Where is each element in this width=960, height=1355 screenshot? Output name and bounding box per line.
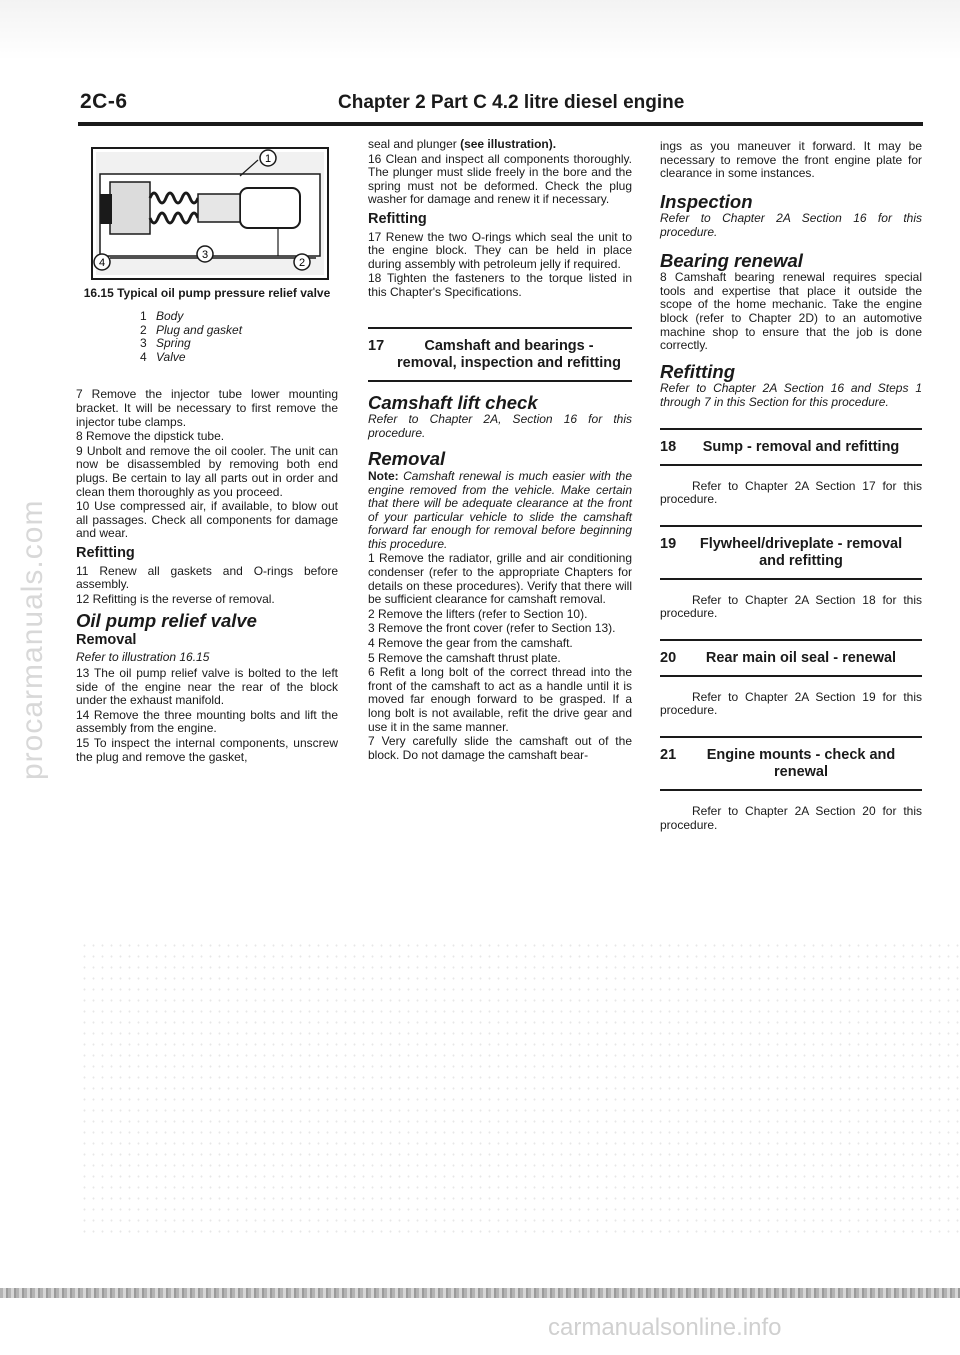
- section-reference: Refer to Chapter 2A Section 20 for this procedure.: [660, 804, 922, 832]
- procedure-reference: Refer to Chapter 2A Section 16 and Steps 1 through 7 in this Section for this procedure.: [660, 381, 922, 409]
- legend-number: 3: [140, 336, 147, 351]
- legend-number: 2: [140, 322, 147, 337]
- continued-paragraph: ings as you maneuver it forward. It may be necessary to remove the front engine plate for clearance in some instances.: [660, 139, 922, 181]
- procedure-reference: Refer to Chapter 2A Section 16 for this procedure.: [660, 211, 922, 239]
- step-paragraph: 3 Remove the front cover (refer to Section 13).: [368, 621, 616, 636]
- section-heading-17: [368, 327, 632, 382]
- step-paragraph: 9 Unbolt and remove the oil cooler. The unit can now be disassembled by removing both end plugs. Be certain to lay all parts out in order and clean them thoroughly as you proceed.: [76, 443, 338, 499]
- heading-oil-pump-relief-valve: Oil pump relief valve: [76, 610, 257, 632]
- subheading-refitting: Refitting: [368, 210, 427, 227]
- section-heading-18: [660, 428, 922, 466]
- subheading-refitting: Refitting: [76, 544, 135, 561]
- heading-inspection: Inspection: [660, 190, 753, 212]
- legend-label: Body: [156, 309, 184, 323]
- svg-text:1: 1: [264, 153, 272, 165]
- note-label: Note:: [368, 468, 399, 483]
- illustration-ref-inline: (see illustration).: [460, 137, 557, 151]
- section-reference: Refer to Chapter 2A Section 18 for this procedure.: [660, 592, 922, 621]
- relief-valve-figure: [76, 138, 338, 283]
- legend-item: [140, 310, 338, 324]
- side-watermark-text: procarmanuals.com: [16, 499, 49, 780]
- column-left: [76, 138, 338, 765]
- section-title: Engine mounts - check and renewal: [706, 747, 896, 781]
- step-paragraph: 8 Remove the dipstick tube.: [76, 429, 225, 444]
- legend-item: [140, 324, 338, 338]
- step-paragraph: 2 Remove the lifters (refer to Section 10).: [368, 606, 588, 621]
- section-number: 21: [660, 747, 677, 764]
- heading-bearing-renewal: Bearing renewal: [660, 249, 803, 271]
- step-paragraph: 15 To inspect the internal components, unscrew the plug and remove the gasket,: [76, 736, 338, 764]
- step-paragraph: 5 Remove the camshaft thrust plate.: [368, 650, 561, 665]
- section-heading-20: [660, 639, 922, 677]
- bottom-watermark: carmanualsonline.info: [548, 1314, 782, 1341]
- legend-item: [140, 351, 338, 365]
- heading-refitting: Refitting: [660, 360, 736, 382]
- section-title: Rear main oil seal - renewal: [705, 649, 897, 666]
- step-paragraph: 1 Remove the radiator, grille and air conditioning condenser (refer to the appropriate Chapters for details on these procedures). Verify that there will be sufficient clearance for camshaft removal.: [368, 551, 632, 607]
- legend-label: Spring: [156, 336, 191, 351]
- continued-text: seal and plunger: [368, 137, 461, 151]
- section-reference: Refer to Chapter 2A Section 17 for this procedure.: [660, 478, 922, 507]
- scan-noise-top: [0, 0, 960, 60]
- section-title: Camshaft and bearings - removal, inspection and refitting: [397, 337, 621, 371]
- legend-number: 1: [140, 309, 147, 323]
- heading-camshaft-lift-check: Camshaft lift check: [368, 391, 538, 413]
- step-paragraph: 14 Remove the three mounting bolts and lift the assembly from the engine.: [76, 707, 338, 736]
- section-heading-19: [660, 525, 922, 580]
- subheading-removal: Removal: [76, 631, 137, 648]
- callout-3: [197, 246, 213, 262]
- figure-legend: [140, 310, 338, 364]
- svg-text:3: 3: [201, 249, 209, 261]
- step-paragraph: 18 Tighten the fasteners to the torque listed in this Chapter's Specifications.: [368, 271, 632, 299]
- step-paragraph: 7 Very carefully slide the camshaft out of the block. Do not damage the camshaft bear-: [368, 734, 632, 762]
- page-number: 2C-6: [80, 90, 128, 113]
- legend-item: [140, 337, 338, 351]
- step-paragraph: 17 Renew the two O-rings which seal the unit to the engine block. They can be held in place during assembly with petroleum jelly if required.: [368, 229, 632, 271]
- legend-number: 4: [140, 349, 147, 364]
- callout-2: [294, 254, 310, 270]
- callout-1: [260, 150, 276, 166]
- step-paragraph: 13 The oil pump relief valve is bolted to the left side of the engine near the rear of the block under the exhaust manifold.: [76, 666, 338, 708]
- step-paragraph: 16 Clean and inspect all components thoroughly. The plunger must slide freely in the bore and the spring must not be deformed. Check the plug washer for damage and renew it if necessary.: [368, 151, 632, 207]
- relief-valve-illustration: [90, 146, 330, 281]
- header-rule: [78, 122, 923, 126]
- section-number: 19: [660, 535, 677, 552]
- section-number: 17: [368, 337, 385, 354]
- legend-label: Plug and gasket: [156, 322, 243, 337]
- svg-text:2: 2: [298, 257, 306, 269]
- section-reference: Refer to Chapter 2A Section 19 for this procedure.: [660, 689, 922, 718]
- step-paragraph: 7 Remove the injector tube lower mounting bracket. It will be necessary to first remove the injector tube clamps.: [76, 387, 338, 429]
- procedure-reference: Refer to Chapter 2A, Section 16 for this procedure.: [368, 412, 632, 440]
- section-number: 18: [660, 438, 677, 455]
- column-right: [660, 140, 922, 850]
- running-head: Chapter 2 Part C 4.2 litre diesel engine: [338, 92, 685, 113]
- scan-edge-rule: [0, 1288, 960, 1298]
- step-paragraph: 12 Refitting is the reverse of removal.: [76, 591, 275, 606]
- section-heading-21: [660, 736, 922, 791]
- note-text: Camshaft renewal is much easier with the engine removed from the vehicle. Make certain that there will be adequate clearance at the front of your particular vehicle to slide the camshaft forward far enough for removal before beginning this procedure.: [368, 468, 632, 551]
- step-paragraph: 10 Use compressed air, if available, to blow out all passages. Check all components for damage and wear.: [76, 499, 338, 541]
- svg-text:4: 4: [98, 257, 106, 269]
- scan-noise-bottom: [80, 940, 960, 1240]
- section-number: 20: [660, 649, 677, 666]
- figure-caption: 16.15 Typical oil pump pressure relief valve: [83, 286, 331, 300]
- continued-paragraph: [368, 138, 632, 152]
- note-paragraph: [368, 470, 632, 552]
- step-paragraph: 11 Renew all gaskets and O-rings before assembly.: [76, 563, 338, 592]
- heading-removal: Removal: [368, 448, 446, 470]
- step-paragraph: 4 Remove the gear from the camshaft.: [368, 636, 573, 651]
- section-title: Sump - removal and refitting: [702, 438, 900, 455]
- step-paragraph: 6 Refit a long bolt of the correct thread into the front of the camshaft to act as a handle until it is moved far enough forward to be grasped. If a long bolt is not available, refit the drive gear and use it in the same manner.: [368, 665, 632, 734]
- side-watermark: [16, 499, 49, 800]
- column-middle: [368, 138, 632, 763]
- step-paragraph: 8 Camshaft bearing renewal requires special tools and expertise that place it outside the scope of the home mechanic. Take the engine block (refer to Chapter 2D) to an automotive machine shop to ensure that the job is done correctly.: [660, 270, 922, 353]
- illustration-reference: Refer to illustration 16.15: [76, 650, 210, 665]
- legend-label: Valve: [156, 349, 186, 364]
- section-title: Flywheel/driveplate - removal and refitting: [699, 535, 903, 569]
- callout-4: [94, 254, 110, 270]
